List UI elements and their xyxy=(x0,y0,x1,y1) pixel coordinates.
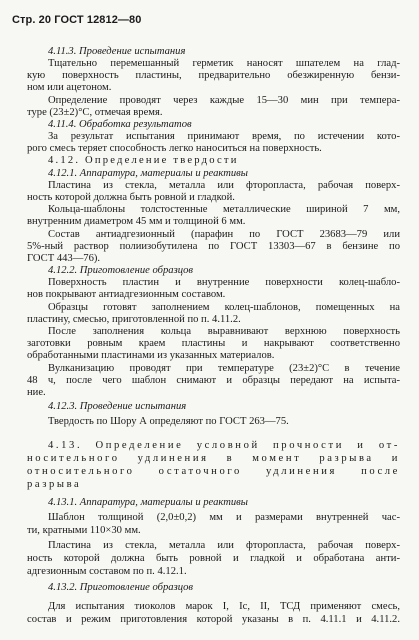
section-heading: относительного остаточного удлинения после xyxy=(27,466,400,477)
section-heading: 4.13.2. Приготовление образцов xyxy=(48,582,194,593)
text-line: ние. xyxy=(27,387,46,398)
text-line: кую поверхность пластины, предварительно обезжиренную бензи- xyxy=(27,70,400,81)
text-line: внутренним диаметром 45 мм и толщиной 6 мм. xyxy=(27,216,246,227)
section-heading: разрыва xyxy=(27,479,82,490)
section-heading: 4.12.2. Приготовление образцов xyxy=(48,265,194,276)
text-line: ность которой должна быть ровной и гладкой. xyxy=(27,192,235,203)
text-line: состав и режим приготовления которой указаны в п. 4.11.1 и 4.11.2. xyxy=(27,614,400,625)
text-line: Кольца-шаблоны толстостенные металлические шириной 7 мм, xyxy=(48,204,400,215)
text-line: Твердость по Шору А определяют по ГОСТ 263—75. xyxy=(48,416,289,427)
text-line: ти, кратными 110×30 мм. xyxy=(27,525,141,536)
text-line: рого смесь теряет способность легко наноситься на поверхность. xyxy=(27,143,322,154)
text-line: Тщательно перемешанный герметик наносят шпателем на глад- xyxy=(48,58,400,69)
text-line: 5%-ный раствор полиизобутилена по ГОСТ 13303—67 в бензине по xyxy=(27,241,400,252)
text-line: Шаблон толщиной (2,0±0,2) мм и размерами внутренней час- xyxy=(48,512,400,523)
text-line: заготовки ровным краем пластины и накрывают соответственно xyxy=(27,338,400,349)
section-heading: 4.11.4. Обработка результатов xyxy=(48,119,192,130)
text-line: туре (23±2)°С, отмечая время. xyxy=(27,107,163,118)
section-heading: 4.12.1. Аппаратура, материалы и реактивы xyxy=(48,168,248,179)
text-line: Поверхность пластин и внутренние поверхности колец-шабло- xyxy=(48,277,400,288)
text-line: пластину, смесью, приготовленной по п. 4.11.2. xyxy=(27,314,241,325)
section-heading: 4.13. Определение условной прочности и от- xyxy=(48,440,400,451)
text-line: За результат испытания принимают время, по истечении кото- xyxy=(48,131,400,142)
text-line: Пластина из стекла, металла или фторопласта, рабочая поверх- xyxy=(48,540,400,551)
section-heading: 4.11.3. Проведение испытания xyxy=(48,46,186,57)
page-header: Стр. 20 ГОСТ 12812—80 xyxy=(12,14,142,26)
section-heading: 4.12.3. Проведение испытания xyxy=(48,401,187,412)
text-line: После заполнения кольца выравнивают верхнюю поверхность xyxy=(48,326,400,337)
text-line: Определение проводят через каждые 15—30 мин при темпера- xyxy=(48,95,400,106)
text-line: ГОСТ 443—76). xyxy=(27,253,101,264)
text-line: Состав антиадгезионный (парафин по ГОСТ 23683—79 или xyxy=(48,229,400,240)
text-line: 48 ч, после чего шаблон снимают и образцы передают на испыта- xyxy=(27,375,400,386)
text-line: адгезионным составом по п. 4.12.1. xyxy=(27,566,187,577)
text-line: Для испытания тиоколов марок I, Iс, II, ТСД применяют смесь, xyxy=(48,601,400,612)
section-heading: 4.12. Определение твердости xyxy=(48,155,239,166)
text-line: ном или ацетоном. xyxy=(27,82,112,93)
section-heading: 4.13.1. Аппаратура, материалы и реактивы xyxy=(48,497,248,508)
text-line: ность которой должна быть ровной и гладкой и обработана анти- xyxy=(27,553,400,564)
text-line: обработанными пластинами из указанных материалов. xyxy=(27,350,275,361)
section-heading: носительного удлинения в момент разрыва и xyxy=(27,453,400,464)
text-line: Пластина из стекла, металла или фторопласта, рабочая поверх- xyxy=(48,180,400,191)
text-line: Образцы готовят заполнением колец-шаблонов, помещенных на xyxy=(48,302,400,313)
text-line: нов покрывают антиадгезионным составом. xyxy=(27,289,226,300)
text-line: Вулканизацию проводят при температуре (23±2)°С в течение xyxy=(48,363,400,374)
